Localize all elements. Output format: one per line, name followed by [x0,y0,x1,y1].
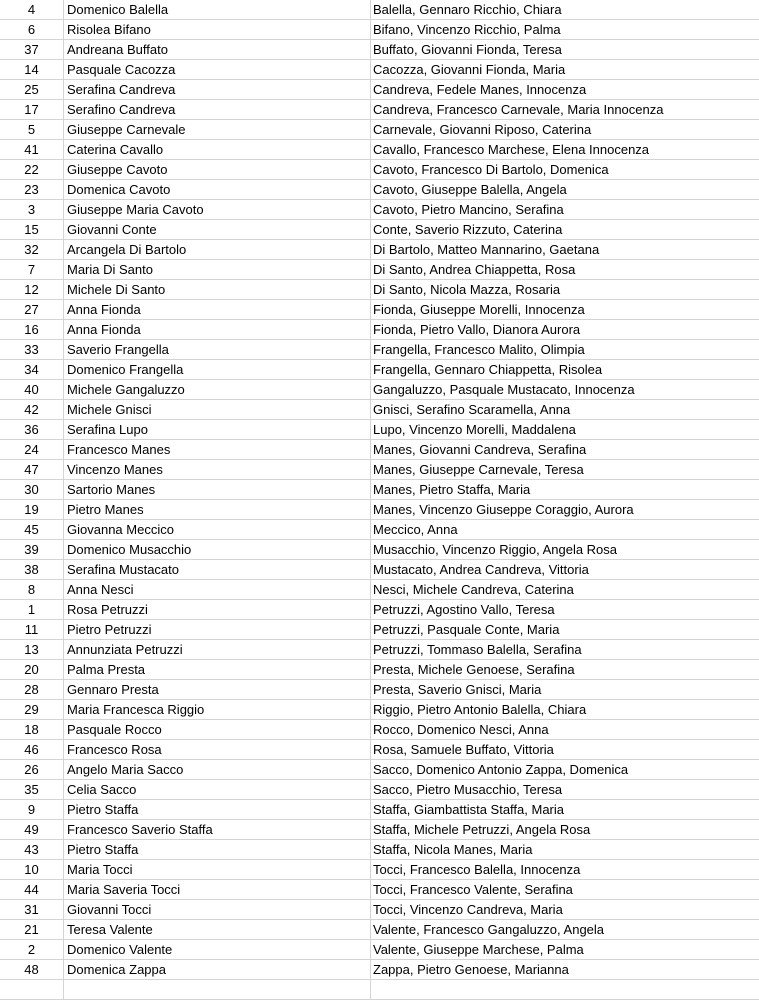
parents-cell[interactable]: Sacco, Domenico Antonio Zappa, Domenica [371,760,759,780]
table-row [0,920,759,940]
num-cell[interactable]: 24 [0,440,64,460]
name-cell[interactable]: Risolea Bifano [64,20,371,40]
name-cell[interactable]: Pietro Manes [64,500,371,520]
num-cell[interactable]: 19 [0,500,64,520]
num-cell[interactable]: 49 [0,820,64,840]
num-cell[interactable]: 14 [0,60,64,80]
parents-cell[interactable]: Mustacato, Andrea Candreva, Vittoria [371,560,759,580]
table-row [0,520,759,540]
name-cell[interactable]: Domenico Valente [64,940,371,960]
table-row [0,880,759,900]
parents-cell[interactable]: Frangella, Francesco Malito, Olimpia [371,340,759,360]
name-cell[interactable]: Pietro Petruzzi [64,620,371,640]
name-cell[interactable]: Serafina Mustacato [64,560,371,580]
name-cell[interactable]: Annunziata Petruzzi [64,640,371,660]
table-row [0,420,759,440]
num-cell[interactable]: 1 [0,600,64,620]
num-cell[interactable]: 4 [0,0,64,20]
parents-cell[interactable]: Balella, Gennaro Ricchio, Chiara [371,0,759,20]
table-row [0,440,759,460]
table-row [0,800,759,820]
name-cell[interactable]: Domenico Frangella [64,360,371,380]
table-row [0,660,759,680]
parents-cell[interactable]: Tocci, Vincenzo Candreva, Maria [371,900,759,920]
num-cell[interactable]: 2 [0,940,64,960]
table-row [0,320,759,340]
name-cell[interactable]: Vincenzo Manes [64,460,371,480]
name-cell[interactable]: Giovanni Tocci [64,900,371,920]
name-cell[interactable]: Maria Francesca Riggio [64,700,371,720]
table-row [0,940,759,960]
num-cell[interactable]: 44 [0,880,64,900]
name-cell[interactable]: Saverio Frangella [64,340,371,360]
table-row [0,240,759,260]
num-cell[interactable]: 11 [0,620,64,640]
table-row [0,400,759,420]
table-row [0,980,759,1000]
parents-cell[interactable]: Petruzzi, Tommaso Balella, Serafina [371,640,759,660]
parents-cell[interactable]: Petruzzi, Agostino Vallo, Teresa [371,600,759,620]
parents-cell[interactable]: Bifano, Vincenzo Ricchio, Palma [371,20,759,40]
table-row [0,80,759,100]
num-cell[interactable]: 8 [0,580,64,600]
num-cell[interactable]: 33 [0,340,64,360]
parents-cell[interactable]: Cavoto, Pietro Mancino, Serafina [371,200,759,220]
name-cell[interactable]: Anna Fionda [64,320,371,340]
table-row [0,460,759,480]
parents-cell[interactable]: Fionda, Pietro Vallo, Dianora Aurora [371,320,759,340]
num-cell[interactable]: 18 [0,720,64,740]
name-cell[interactable]: Sartorio Manes [64,480,371,500]
name-cell[interactable]: Maria Di Santo [64,260,371,280]
num-cell[interactable]: 39 [0,540,64,560]
num-cell[interactable]: 10 [0,860,64,880]
parents-cell[interactable]: Di Bartolo, Matteo Mannarino, Gaetana [371,240,759,260]
parents-cell[interactable]: Cacozza, Giovanni Fionda, Maria [371,60,759,80]
num-cell[interactable]: 7 [0,260,64,280]
name-cell[interactable]: Giuseppe Maria Cavoto [64,200,371,220]
name-cell[interactable]: Giovanni Conte [64,220,371,240]
name-cell[interactable]: Francesco Rosa [64,740,371,760]
name-cell[interactable]: Celia Sacco [64,780,371,800]
num-cell[interactable]: 30 [0,480,64,500]
num-cell[interactable]: 46 [0,740,64,760]
name-cell[interactable]: Pasquale Rocco [64,720,371,740]
parents-cell[interactable]: Tocci, Francesco Balella, Innocenza [371,860,759,880]
name-cell[interactable]: Domenico Balella [64,0,371,20]
num-cell[interactable]: 47 [0,460,64,480]
name-cell[interactable]: Palma Presta [64,660,371,680]
name-cell[interactable] [64,980,371,1000]
parents-cell[interactable]: Gnisci, Serafino Scaramella, Anna [371,400,759,420]
table-row [0,140,759,160]
parents-cell[interactable]: Valente, Francesco Gangaluzzo, Angela [371,920,759,940]
name-cell[interactable]: Angelo Maria Sacco [64,760,371,780]
num-cell[interactable]: 22 [0,160,64,180]
table-row [0,960,759,980]
table-row [0,620,759,640]
name-cell[interactable]: Francesco Saverio Staffa [64,820,371,840]
table-row [0,840,759,860]
parents-cell[interactable]: Tocci, Francesco Valente, Serafina [371,880,759,900]
table-row [0,300,759,320]
parents-cell[interactable]: Cavoto, Francesco Di Bartolo, Domenica [371,160,759,180]
table-row [0,100,759,120]
table-row [0,820,759,840]
name-cell[interactable]: Francesco Manes [64,440,371,460]
name-cell[interactable]: Rosa Petruzzi [64,600,371,620]
name-cell[interactable]: Gennaro Presta [64,680,371,700]
name-cell[interactable]: Serafino Candreva [64,100,371,120]
table-row [0,900,759,920]
num-cell[interactable]: 6 [0,20,64,40]
parents-cell[interactable]: Sacco, Pietro Musacchio, Teresa [371,780,759,800]
parents-cell[interactable]: Rosa, Samuele Buffato, Vittoria [371,740,759,760]
parents-cell[interactable]: Di Santo, Nicola Mazza, Rosaria [371,280,759,300]
parents-cell[interactable]: Valente, Giuseppe Marchese, Palma [371,940,759,960]
parents-cell[interactable]: Frangella, Gennaro Chiappetta, Risolea [371,360,759,380]
parents-cell[interactable]: Conte, Saverio Rizzuto, Caterina [371,220,759,240]
table-row [0,640,759,660]
parents-cell[interactable]: Manes, Vincenzo Giuseppe Coraggio, Aurora [371,500,759,520]
name-cell[interactable]: Michele Gangaluzzo [64,380,371,400]
num-cell[interactable]: 40 [0,380,64,400]
parents-cell[interactable]: Staffa, Michele Petruzzi, Angela Rosa [371,820,759,840]
num-cell[interactable]: 16 [0,320,64,340]
name-cell[interactable]: Domenica Zappa [64,960,371,980]
num-cell[interactable]: 32 [0,240,64,260]
num-cell[interactable]: 3 [0,200,64,220]
num-cell[interactable] [0,980,64,1000]
name-cell[interactable]: Pietro Staffa [64,840,371,860]
parents-cell[interactable]: Manes, Giovanni Candreva, Serafina [371,440,759,460]
name-cell[interactable]: Maria Saveria Tocci [64,880,371,900]
parents-cell[interactable]: Zappa, Pietro Genoese, Marianna [371,960,759,980]
name-cell[interactable]: Andreana Buffato [64,40,371,60]
num-cell[interactable]: 41 [0,140,64,160]
num-cell[interactable]: 36 [0,420,64,440]
table-row [0,180,759,200]
name-cell[interactable]: Pasquale Cacozza [64,60,371,80]
parents-cell[interactable] [371,980,759,1000]
table-row [0,120,759,140]
name-cell[interactable]: Anna Nesci [64,580,371,600]
table-row [0,200,759,220]
num-cell[interactable]: 34 [0,360,64,380]
parents-cell[interactable]: Staffa, Nicola Manes, Maria [371,840,759,860]
name-cell[interactable]: Serafina Lupo [64,420,371,440]
parents-cell[interactable]: Fionda, Giuseppe Morelli, Innocenza [371,300,759,320]
num-cell[interactable]: 27 [0,300,64,320]
name-cell[interactable]: Domenico Musacchio [64,540,371,560]
num-cell[interactable]: 25 [0,80,64,100]
num-cell[interactable]: 28 [0,680,64,700]
num-cell[interactable]: 37 [0,40,64,60]
table-row [0,720,759,740]
table-row [0,480,759,500]
name-cell[interactable]: Michele Gnisci [64,400,371,420]
parents-cell[interactable]: Riggio, Pietro Antonio Balella, Chiara [371,700,759,720]
name-cell[interactable]: Arcangela Di Bartolo [64,240,371,260]
parents-cell[interactable]: Manes, Giuseppe Carnevale, Teresa [371,460,759,480]
table-row [0,760,759,780]
table-row [0,580,759,600]
num-cell[interactable]: 23 [0,180,64,200]
num-cell[interactable]: 29 [0,700,64,720]
name-cell[interactable]: Pietro Staffa [64,800,371,820]
parents-cell[interactable]: Presta, Saverio Gnisci, Maria [371,680,759,700]
table-row [0,340,759,360]
parents-cell[interactable]: Buffato, Giovanni Fionda, Teresa [371,40,759,60]
name-cell[interactable]: Giuseppe Carnevale [64,120,371,140]
num-cell[interactable]: 20 [0,660,64,680]
name-cell[interactable]: Michele Di Santo [64,280,371,300]
parents-cell[interactable]: Carnevale, Giovanni Riposo, Caterina [371,120,759,140]
table-row [0,380,759,400]
name-cell[interactable]: Giovanna Meccico [64,520,371,540]
table-row [0,60,759,80]
num-cell[interactable]: 38 [0,560,64,580]
table-row [0,540,759,560]
parents-cell[interactable]: Lupo, Vincenzo Morelli, Maddalena [371,420,759,440]
parents-cell[interactable]: Staffa, Giambattista Staffa, Maria [371,800,759,820]
name-cell[interactable]: Serafina Candreva [64,80,371,100]
num-cell[interactable]: 15 [0,220,64,240]
parents-cell[interactable]: Rocco, Domenico Nesci, Anna [371,720,759,740]
num-cell[interactable]: 45 [0,520,64,540]
num-cell[interactable]: 9 [0,800,64,820]
parents-cell[interactable]: Manes, Pietro Staffa, Maria [371,480,759,500]
parents-cell[interactable]: Meccico, Anna [371,520,759,540]
num-cell[interactable]: 17 [0,100,64,120]
parents-cell[interactable]: Petruzzi, Pasquale Conte, Maria [371,620,759,640]
parents-cell[interactable]: Candreva, Fedele Manes, Innocenza [371,80,759,100]
table-row [0,860,759,880]
table-row [0,680,759,700]
table-row [0,700,759,720]
parents-cell[interactable]: Presta, Michele Genoese, Serafina [371,660,759,680]
table-row [0,600,759,620]
table-row [0,780,759,800]
table-row [0,500,759,520]
parents-cell[interactable]: Gangaluzzo, Pasquale Mustacato, Innocenza [371,380,759,400]
name-cell[interactable]: Giuseppe Cavoto [64,160,371,180]
name-cell[interactable]: Maria Tocci [64,860,371,880]
num-cell[interactable]: 5 [0,120,64,140]
table-row [0,260,759,280]
num-cell[interactable]: 42 [0,400,64,420]
num-cell[interactable]: 26 [0,760,64,780]
num-cell[interactable]: 48 [0,960,64,980]
table-row [0,280,759,300]
num-cell[interactable]: 12 [0,280,64,300]
num-cell[interactable]: 21 [0,920,64,940]
table-row [0,220,759,240]
table-row [0,740,759,760]
parents-cell[interactable]: Di Santo, Andrea Chiappetta, Rosa [371,260,759,280]
name-cell[interactable]: Anna Fionda [64,300,371,320]
parents-cell[interactable]: Cavoto, Giuseppe Balella, Angela [371,180,759,200]
table-row [0,40,759,60]
num-cell[interactable]: 35 [0,780,64,800]
name-cell[interactable]: Caterina Cavallo [64,140,371,160]
table-row [0,560,759,580]
table-row [0,0,759,20]
num-cell[interactable]: 31 [0,900,64,920]
name-cell[interactable]: Teresa Valente [64,920,371,940]
parents-cell[interactable]: Musacchio, Vincenzo Riggio, Angela Rosa [371,540,759,560]
num-cell[interactable]: 13 [0,640,64,660]
table-row [0,160,759,180]
parents-cell[interactable]: Nesci, Michele Candreva, Caterina [371,580,759,600]
parents-cell[interactable]: Candreva, Francesco Carnevale, Maria Innocenza [371,100,759,120]
name-cell[interactable]: Domenica Cavoto [64,180,371,200]
table-row [0,20,759,40]
table-row [0,360,759,380]
parents-cell[interactable]: Cavallo, Francesco Marchese, Elena Innocenza [371,140,759,160]
num-cell[interactable]: 43 [0,840,64,860]
